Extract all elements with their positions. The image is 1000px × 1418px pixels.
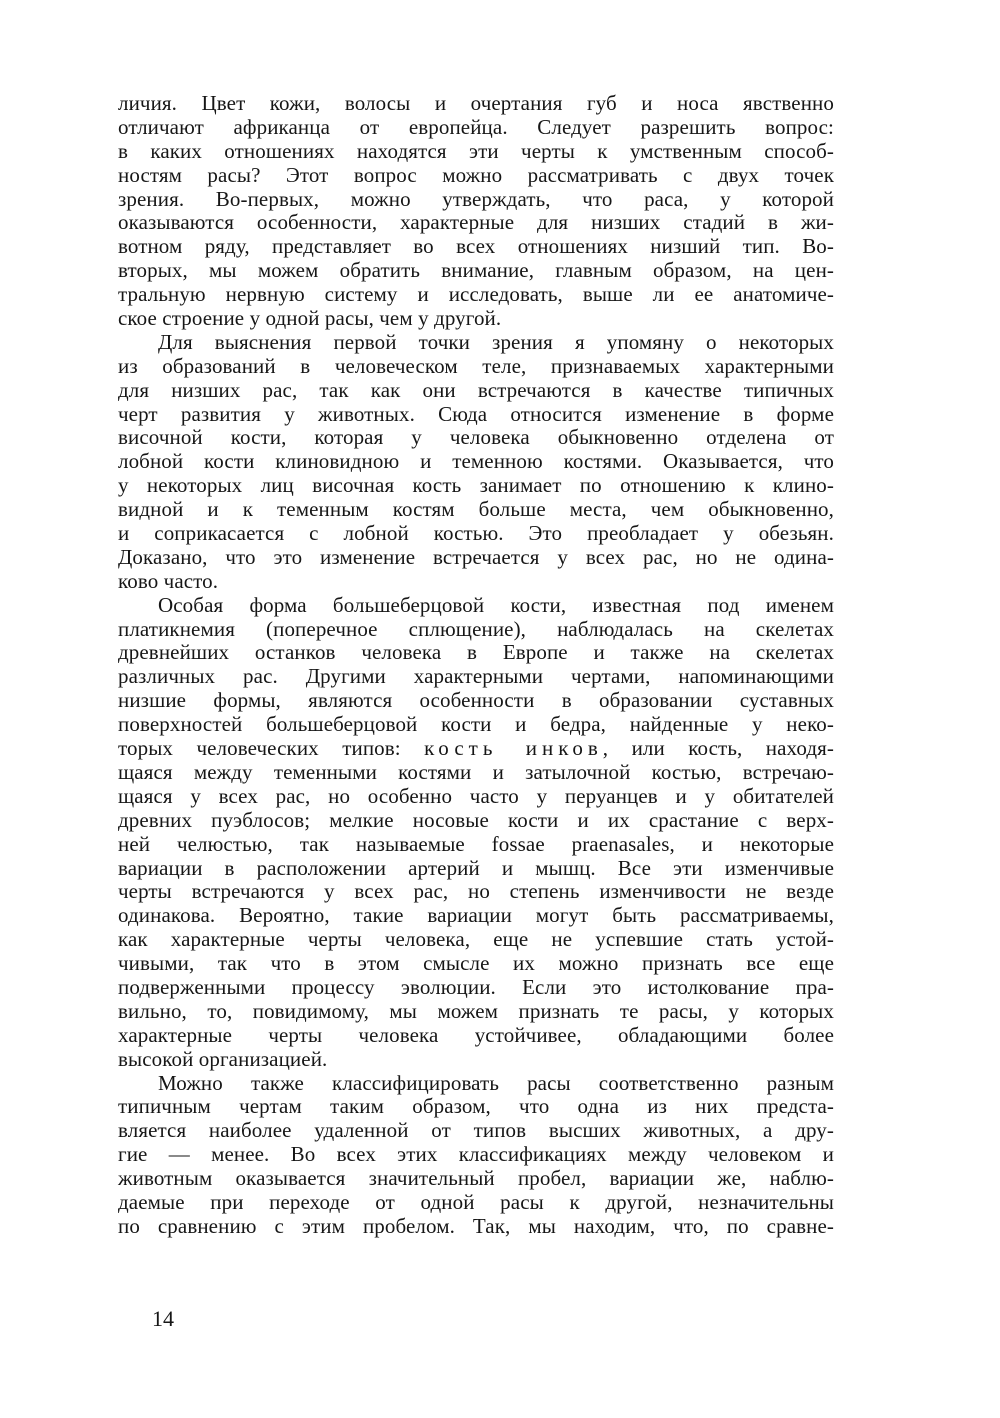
text-line: и соприкасается с лобной костью. Это преобладает у обезьян. bbox=[118, 521, 834, 546]
paragraph-4 bbox=[118, 1072, 834, 1239]
text-fragment: , или кость, находя- bbox=[602, 736, 834, 761]
document-page bbox=[118, 92, 834, 1239]
text-line: Можно также классифицировать расы соответственно разным bbox=[158, 1070, 834, 1095]
text-line: как характерные черты человека, еще не успевшие стать устой- bbox=[118, 927, 834, 952]
text-line: ностям расы? Этот вопрос можно рассматривать с двух точек bbox=[118, 162, 834, 187]
text-line: в каких отношениях находятся эти черты к умственным способ- bbox=[118, 138, 834, 163]
text-line: платикнемия (поперечное сплющение), наблюдалась на скелетах bbox=[118, 616, 834, 641]
text-line: вариации в расположении артерий и мышц. Все эти изменчивые bbox=[118, 855, 834, 880]
text-line: различных рас. Другими характерными чертами, напоминающими bbox=[118, 664, 834, 689]
text-line: оказываются особенности, характерные для низших стадий в жи- bbox=[118, 210, 834, 235]
text-line-with-spaced-term bbox=[118, 737, 834, 761]
text-line: личия. Цвет кожи, волосы и очертания губ и носа явственно bbox=[118, 91, 834, 115]
text-line: для низших рас, так как они встречаются в качестве типичных bbox=[118, 377, 834, 402]
text-line: ское строение у одной расы, чем у другой. bbox=[118, 306, 502, 331]
text-line: подверженными процессу эволюции. Если это истолкование пра- bbox=[118, 974, 834, 999]
text-line: высокой организацией. bbox=[118, 1046, 328, 1071]
text-line: чивыми, так что в этом смысле их можно признать все еще bbox=[118, 951, 834, 976]
text-line: черты встречаются у всех рас, но степень изменчивости не везде bbox=[118, 879, 834, 904]
text-line: вляется наиболее удаленной от типов высших животных, а дру- bbox=[118, 1118, 834, 1143]
paragraph-1 bbox=[118, 92, 834, 331]
text-line: черт развития у животных. Сюда относится изменение в форме bbox=[118, 401, 834, 426]
text-line: низшие формы, являются особенности в образовании суставных bbox=[118, 688, 834, 713]
text-line: зрения. Во-первых, можно утверждать, что раса, у которой bbox=[118, 186, 834, 211]
text-line: вильно, то, повидимому, мы можем признать те расы, у которых bbox=[118, 998, 834, 1023]
text-line: Доказано, что это изменение встречается у всех рас, но не одина- bbox=[118, 544, 834, 569]
text-line: поверхностей большеберцовой кости и бедра, найденные у неко- bbox=[118, 712, 834, 737]
text-line: древнейших останков человека в Европе и также на скелетах bbox=[118, 640, 834, 665]
text-line: видной и к теменным костям больше места, чем обыкновенно, bbox=[118, 497, 834, 522]
text-line: характерные черты человека устойчивее, обладающими более bbox=[118, 1022, 834, 1047]
text-line: по сравнению с этим пробелом. Так, мы находим, что, по сравне- bbox=[118, 1213, 834, 1238]
text-line: височной кости, которая у человека обыкновенно отделена от bbox=[118, 425, 834, 450]
text-line: Для выяснения первой точки зрения я упомяну о некоторых bbox=[158, 329, 834, 354]
paragraph-3 bbox=[118, 594, 834, 1072]
paragraph-2 bbox=[118, 331, 834, 594]
text-line: из образований в человеческом теле, признаваемых характерными bbox=[118, 353, 834, 378]
text-line: ней челюстью, так называемые fossae praenasales, и некоторые bbox=[118, 831, 834, 856]
page-number: 14 bbox=[152, 1306, 174, 1331]
spaced-emphasis-term: кость инков bbox=[424, 736, 603, 761]
text-line: древних пуэблосов; мелкие носовые кости и их срастание с верх- bbox=[118, 807, 834, 832]
text-line: тральную нервную систему и исследовать, выше ли ее анатомиче- bbox=[118, 282, 834, 307]
text-line: щаяся у всех рас, но особенно часто у перуанцев и у обитателей bbox=[118, 783, 834, 808]
text-line: у некоторых лиц височная кость занимает по отношению к клино- bbox=[118, 473, 834, 498]
text-line: животным оказывается значительный пробел, вариации же, наблю- bbox=[118, 1166, 834, 1191]
text-line: даемые при переходе от одной расы к другой, незначительны bbox=[118, 1189, 834, 1214]
text-line: типичным чертам таким образом, что одна из них предста- bbox=[118, 1094, 834, 1119]
text-line: отличают африканца от европейца. Следует разрешить вопрос: bbox=[118, 114, 834, 139]
text-line: вторых, мы можем обратить внимание, главным образом, на цен- bbox=[118, 258, 834, 283]
text-line: гие — менее. Во всех этих классификациях между человеком и bbox=[118, 1142, 834, 1167]
text-line: ково часто. bbox=[118, 568, 219, 593]
text-line: щаяся между теменными костями и затылочной костью, встречаю- bbox=[118, 759, 834, 784]
text-line: Особая форма большеберцовой кости, известная под именем bbox=[158, 592, 834, 617]
text-line: вотном ряду, представляет во всех отношениях низший тип. Во- bbox=[118, 234, 834, 259]
text-fragment: торых человеческих типов: bbox=[118, 736, 425, 761]
text-line: лобной кости клиновидною и теменною костями. Оказывается, что bbox=[118, 449, 834, 474]
text-line: одинакова. Вероятно, такие вариации могут быть рассматриваемы, bbox=[118, 903, 834, 928]
